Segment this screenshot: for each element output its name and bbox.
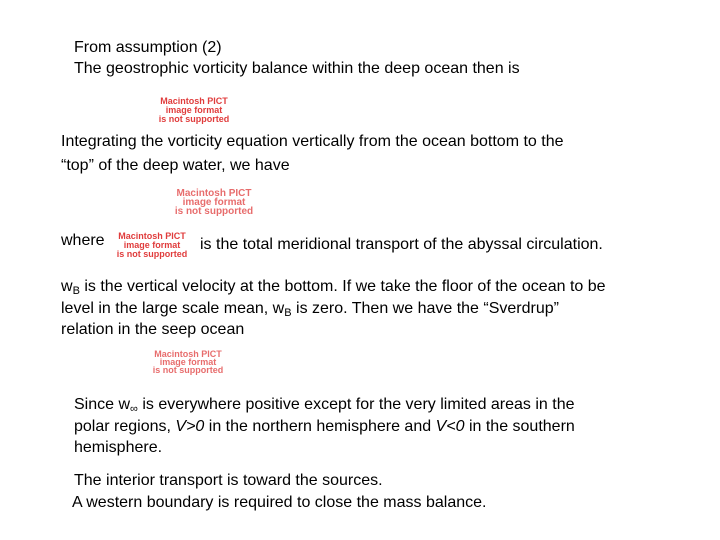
transport-symbol-image: Macintosh PICT image format is not supported xyxy=(116,231,188,259)
block5-line1: Since $w_\infty$ is everywhere positive except for the very limited areas in the xyxy=(74,396,575,415)
block2-line1: Integrating the vorticity equation vertically from the ocean bottom to the xyxy=(61,133,564,150)
equation-image-1: Macintosh PICT image format is not supported xyxy=(158,96,230,124)
equation-image-2: Macintosh PICT image format is not supported xyxy=(174,188,254,217)
block4-line3: relation in the seep ocean xyxy=(61,321,245,338)
equation-image-3: Macintosh PICT image format is not supported xyxy=(152,349,224,375)
block4-line1: $w_B$ is the vertical velocity at the bottom. If we take the floor of the ocean to be xyxy=(61,278,606,297)
block1-line2: The geostrophic vorticity balance within the deep ocean then is xyxy=(74,60,520,77)
block6-line2: A western boundary is required to close the mass balance. xyxy=(72,494,487,511)
block2-line2: “top” of the deep water, we have xyxy=(61,157,290,174)
block5-line3: hemisphere. xyxy=(74,439,163,456)
block3-rest: is the total meridional transport of the abyssal circulation. xyxy=(200,236,603,253)
block6-line1: The interior transport is toward the sources. xyxy=(74,472,383,489)
block3-where: where xyxy=(61,232,105,249)
block4-line2: level in the large scale mean, $w_B$ is zero. Then we have the “Sverdrup” xyxy=(61,300,559,319)
block5-line2: polar regions, V>0 in the northern hemisphere and V<0 in the southern xyxy=(74,418,575,435)
block1-line1: From assumption (2) xyxy=(74,39,222,56)
